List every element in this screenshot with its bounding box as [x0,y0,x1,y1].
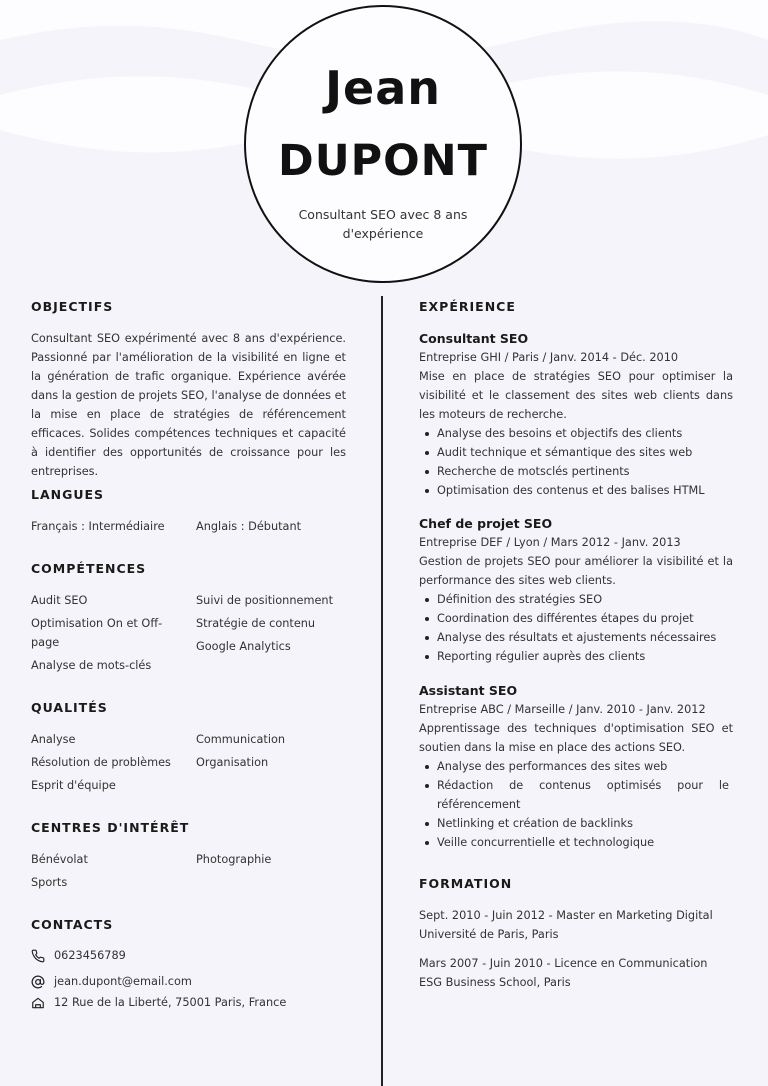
home-icon [31,996,45,1010]
formation-item [419,954,733,992]
job-bullet: Veille concurrentielle et technologique [419,833,733,852]
job-description: Apprentissage des techniques d'optimisation SEO et soutien dans la mise en place des actions SEO. [419,722,733,754]
competences-title: COMPÉTENCES [31,561,147,576]
formation-line: Sept. 2010 - Juin 2012 - Master en Marketing Digital [419,909,713,922]
job-bullet: Coordination des différentes étapes du projet [419,609,733,628]
job-bullet: Audit technique et sémantique des sites web [419,443,733,462]
address-text: 12 Rue de la Liberté, 75001 Paris, France [54,996,287,1009]
qualite-item: Analyse [31,733,76,746]
job-title: Chef de projet SEO [419,516,553,531]
job-bullet: Rédaction de contenus optimisés pour le référencement [419,776,733,814]
competence-item: Audit SEO [31,594,88,607]
competence-item: Suivi de positionnement [196,594,333,607]
job-subtitle: Consultant SEO avec 8 ans d'expérience [298,207,468,241]
langues-title: LANGUES [31,487,105,502]
last-name: DUPONT [278,136,488,186]
job-bullet: Définition des stratégies SEO [419,590,733,609]
formation-section [419,873,733,1002]
langues-section [31,484,346,540]
interets-section [31,817,346,896]
qualite-item: Esprit d'équipe [31,779,116,792]
contacts-title: CONTACTS [31,917,114,932]
column-divider [381,296,383,1086]
formation-school: ESG Business School, Paris [419,976,571,989]
experience-title: EXPÉRIENCE [419,299,516,314]
contact-address [31,992,346,1013]
job-bullet: Analyse des résultats et ajustements nécessaires [419,628,733,647]
formation-item [419,906,733,944]
job-meta: Entreprise GHI / Paris / Janv. 2014 - Déc. 2010 [419,351,679,364]
qualite-item: Résolution de problèmes [31,756,171,769]
job-title: Consultant SEO [419,331,529,346]
interets-title: CENTRES D'INTÉRÊT [31,820,190,835]
interet-item: Bénévolat [31,853,88,866]
interet-item: Photographie [196,853,272,866]
competence-item: Google Analytics [196,640,291,653]
email-text: jean.dupont@email.com [54,975,192,988]
job-bullet: Analyse des performances des sites web [419,757,733,776]
interet-item: Sports [31,876,68,889]
objectifs-section [31,296,346,481]
first-name: Jean [324,61,442,115]
job-description: Mise en place de stratégies SEO pour optimiser la visibilité et le classement des sites web clients dans les moteurs de recherche. [419,370,733,421]
qualite-item: Communication [196,733,286,746]
phone-text: 0623456789 [54,949,126,962]
langue-item: Français : Intermédiaire [31,520,165,533]
contact-email[interactable] [31,971,346,992]
formation-school: Université de Paris, Paris [419,928,559,941]
job-title: Assistant SEO [419,683,518,698]
formation-title: FORMATION [419,876,513,891]
formation-line: Mars 2007 - Juin 2010 - Licence en Communication [419,957,708,970]
objectifs-title: OBJECTIFS [31,299,114,314]
job-meta: Entreprise DEF / Lyon / Mars 2012 - Janv. 2013 [419,536,681,549]
qualites-section [31,697,346,799]
competence-item: Stratégie de contenu [196,617,316,630]
at-sign-icon [31,975,45,989]
competence-item: Optimisation On et Off-page [31,617,163,649]
job-entry [419,681,733,852]
qualite-item: Organisation [196,756,269,769]
competences-section [31,558,346,679]
job-bullet: Netlinking et création de backlinks [419,814,733,833]
contact-phone[interactable] [31,945,346,966]
langue-item: Anglais : Débutant [196,520,302,533]
job-entry [419,329,733,500]
competence-item: Analyse de mots-clés [31,659,152,672]
job-bullet: Optimisation des contenus et des balises HTML [419,481,733,500]
job-meta: Entreprise ABC / Marseille / Janv. 2010 - Janv. 2012 [419,703,706,716]
qualites-title: QUALITÉS [31,700,108,715]
job-description: Gestion de projets SEO pour améliorer la visibilité et la performance des sites web clients. [419,555,733,587]
objectifs-text: Consultant SEO expérimenté avec 8 ans d'expérience. Passionné par l'amélioration de la visibilité en ligne et la génération de trafic organique. Expérience avérée dans la gestion de projets SEO, l'analyse de données et la mise en place de stratégies de référencement efficaces. Solides compétences techniques et capacité à identifier des opportunités de croissance pour les entreprises. [31,332,346,478]
contacts-section [31,914,346,1013]
job-bullet: Recherche de motsclés pertinents [419,462,733,481]
phone-icon [31,949,45,963]
job-bullet: Analyse des besoins et objectifs des clients [419,424,733,443]
job-bullet: Reporting régulier auprès des clients [419,647,733,666]
job-entry [419,514,733,666]
